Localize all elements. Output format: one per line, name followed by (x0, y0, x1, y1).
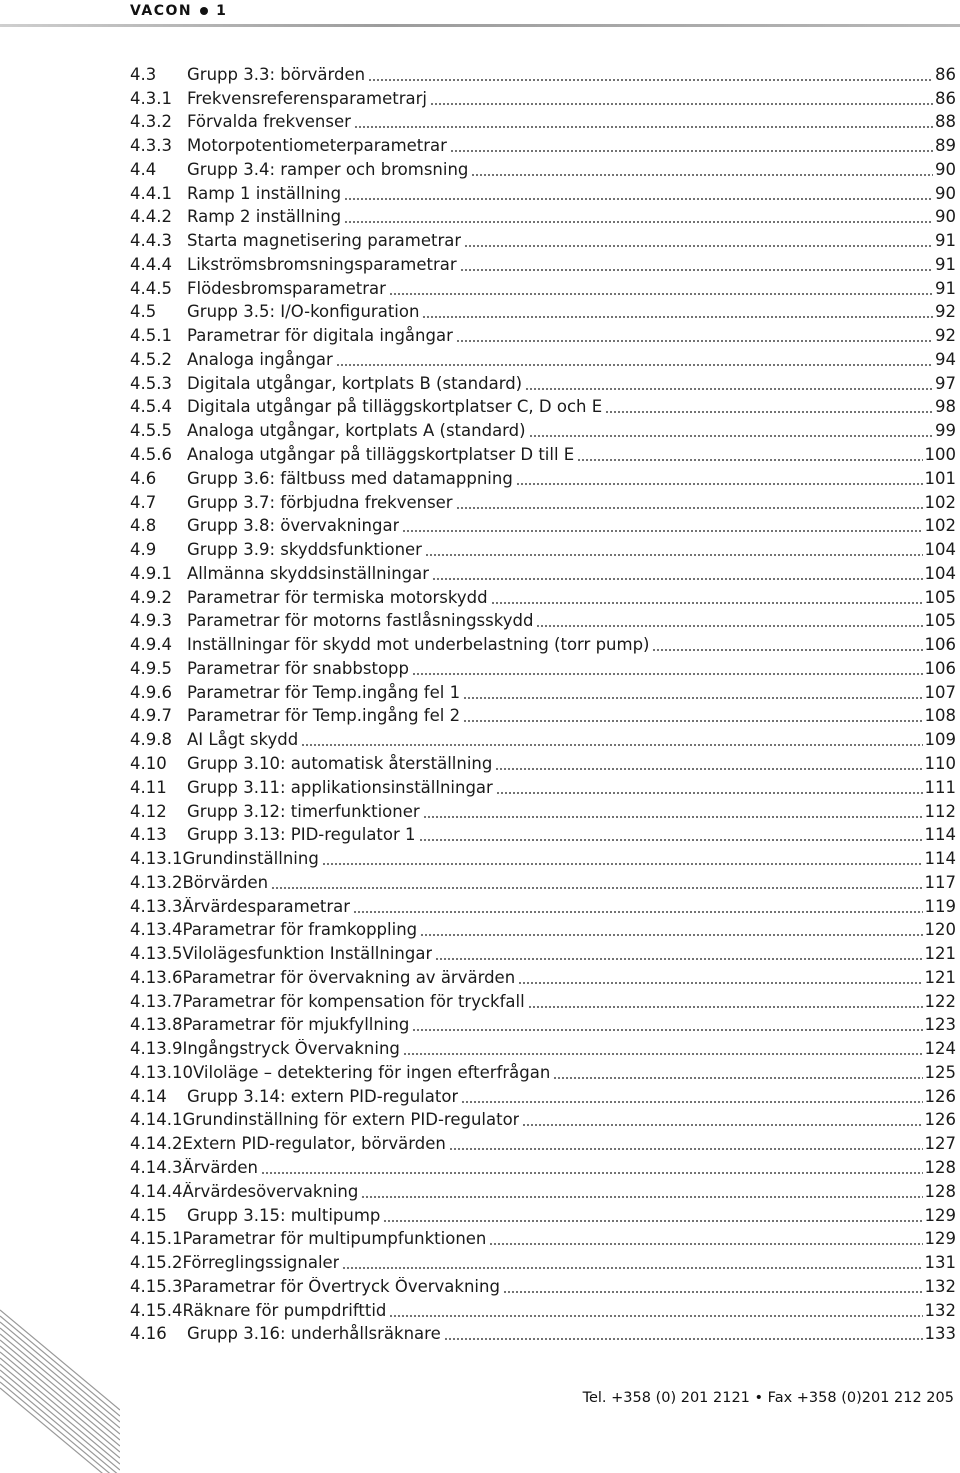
toc-entry-number: 4.5.6 (130, 445, 172, 465)
toc-entry-title: Analoga utgångar på tilläggskortplatser D till E (187, 445, 575, 465)
toc-entry-page: 89 (935, 136, 956, 156)
toc-entry[interactable] (130, 964, 956, 988)
dot-leader (425, 554, 923, 556)
dot-leader (464, 245, 933, 247)
dot-leader (368, 79, 933, 81)
toc-entry-number: 4.15.4 (130, 1300, 183, 1320)
toc-entry-title: Grupp 3.16: underhållsräknare (187, 1324, 441, 1344)
toc-entry-title: Starta magnetisering parametrar (187, 231, 462, 251)
dot-leader (432, 578, 922, 580)
toc-entry-number: 4.4.4 (130, 254, 172, 274)
toc-entry-page: 124 (924, 1039, 956, 1059)
dot-leader (419, 839, 923, 841)
toc-entry-title: Parametrar för övervakning av ärvärden (182, 967, 516, 987)
toc-entry[interactable] (130, 394, 956, 418)
toc-entry-page: 114 (924, 825, 956, 845)
toc-entry-title: Börvärden (182, 872, 269, 892)
toc-entry[interactable] (130, 1321, 956, 1345)
dot-leader (322, 863, 923, 865)
dot-leader (444, 1338, 923, 1340)
toc-entry-number: 4.13 (130, 825, 167, 845)
toc-entry-title: Grupp 3.13: PID-regulator 1 (187, 825, 416, 845)
toc-entry-number: 4.6 (130, 468, 157, 488)
toc-entry[interactable] (130, 1059, 956, 1083)
toc-entry[interactable] (130, 679, 956, 703)
toc-entry-page: 132 (924, 1276, 956, 1296)
toc-entry-page: 102 (924, 492, 956, 512)
dot-leader (518, 982, 922, 984)
toc-entry-page: 129 (924, 1229, 956, 1249)
toc-entry[interactable] (130, 1107, 956, 1131)
toc-entry-title: Ramp 1 inställning (187, 183, 342, 203)
toc-entry[interactable] (130, 750, 956, 774)
toc-entry[interactable] (130, 608, 956, 632)
toc-entry-title: Grupp 3.4: ramper och bromsning (187, 159, 469, 179)
toc-entry-number: 4.13.1 (130, 849, 183, 869)
toc-entry-page: 94 (935, 349, 956, 369)
toc-entry-number: 4.4.3 (130, 231, 172, 251)
toc-entry[interactable] (130, 655, 956, 679)
toc-entry-page: 111 (924, 777, 956, 797)
toc-entry-title: Digitala utgångar, kortplats B (standard) (187, 373, 523, 393)
toc-entry-number: 4.9.3 (130, 611, 172, 631)
toc-entry-number: 4.3.3 (130, 136, 172, 156)
toc-entry-title: Parametrar för Övertryck Övervakning (182, 1276, 500, 1296)
toc-entry[interactable] (130, 299, 956, 323)
toc-entry[interactable] (130, 1202, 956, 1226)
toc-entry[interactable] (130, 893, 956, 917)
toc-entry-number: 4.5.3 (130, 373, 172, 393)
toc-entry-number: 4.14.3 (130, 1157, 183, 1177)
toc-entry-page: 92 (935, 326, 956, 346)
dot-leader (463, 697, 922, 699)
toc-entry-number: 4.4.1 (130, 183, 172, 203)
toc-entry-page: 121 (924, 967, 956, 987)
toc-entry-page: 92 (935, 302, 956, 322)
toc-entry[interactable] (130, 798, 956, 822)
toc-entry-title: Parametrar för Temp.ingång fel 2 (187, 706, 461, 726)
toc-entry-page: 101 (924, 468, 956, 488)
dot-leader (336, 364, 933, 366)
toc-entry[interactable] (130, 180, 956, 204)
toc-entry[interactable] (130, 465, 956, 489)
dot-leader (435, 958, 922, 960)
toc-entry-page: 126 (924, 1110, 956, 1130)
toc-entry-number: 4.11 (130, 777, 167, 797)
toc-entry-number: 4.9.4 (130, 635, 172, 655)
toc-entry-page: 102 (924, 516, 956, 536)
dot-leader (412, 673, 923, 675)
toc-entry-page: 123 (924, 1015, 956, 1035)
toc-entry-page: 112 (924, 801, 956, 821)
toc-entry-page: 97 (935, 373, 956, 393)
toc-entry-number: 4.13.4 (130, 920, 183, 940)
toc-entry[interactable] (130, 370, 956, 394)
dot-leader (342, 1267, 922, 1269)
toc-entry-number: 4.3 (130, 64, 157, 84)
dot-leader (461, 1101, 922, 1103)
toc-entry-number: 4.13.2 (130, 872, 183, 892)
toc-entry-title: Grupp 3.11: applikationsinställningar (187, 777, 493, 797)
dot-leader (456, 507, 923, 509)
toc-entry-number: 4.13.8 (130, 1015, 183, 1035)
toc-entry-number: 4.9.1 (130, 563, 172, 583)
toc-entry-page: 132 (924, 1300, 956, 1320)
dot-leader (516, 483, 923, 485)
brand-logo (130, 3, 227, 19)
toc-entry[interactable] (130, 109, 956, 133)
toc-entry-title: Grupp 3.8: övervakningar (187, 516, 400, 536)
dot-leader (525, 388, 933, 390)
dot-leader (383, 1220, 922, 1222)
toc-entry-page: 110 (924, 753, 956, 773)
toc-entry-number: 4.9 (130, 540, 157, 560)
toc-entry-page: 117 (924, 872, 956, 892)
brand-name: VACON (130, 3, 193, 19)
toc-entry-page: 114 (924, 849, 956, 869)
toc-entry[interactable] (130, 1035, 956, 1059)
toc-entry-title: AI Lågt skydd (187, 730, 299, 750)
toc-entry-page: 90 (935, 207, 956, 227)
toc-entry-number: 4.5.2 (130, 349, 172, 369)
toc-entry[interactable] (130, 1178, 956, 1202)
bullet-icon (200, 7, 208, 15)
toc-entry-number: 4.13.10 (130, 1062, 193, 1082)
dot-leader (402, 530, 922, 532)
toc-entry-title: Digitala utgångar på tilläggskortplatser C, D och E (187, 397, 603, 417)
toc-entry-number: 4.9.8 (130, 730, 172, 750)
dot-leader (354, 126, 933, 128)
dot-leader (652, 649, 922, 651)
toc-entry-number: 4.15.3 (130, 1276, 183, 1296)
toc-entry-number: 4.3.1 (130, 88, 172, 108)
toc-entry-number: 4.15 (130, 1205, 167, 1225)
dot-leader (528, 1006, 923, 1008)
toc-entry-title: Parametrar för digitala ingångar (187, 326, 453, 346)
toc-entry-number: 4.15.2 (130, 1253, 183, 1273)
toc-entry[interactable] (130, 631, 956, 655)
dot-leader (577, 459, 922, 461)
toc-entry[interactable] (130, 845, 956, 869)
toc-entry-page: 90 (935, 159, 956, 179)
toc-entry-number: 4.14.4 (130, 1181, 183, 1201)
toc-entry[interactable] (130, 584, 956, 608)
dot-leader (449, 1148, 923, 1150)
toc-entry-number: 4.9.7 (130, 706, 172, 726)
dot-leader (522, 1124, 922, 1126)
toc-entry-number: 4.5.1 (130, 326, 172, 346)
toc-entry-page: 105 (924, 587, 956, 607)
dot-leader (456, 340, 933, 342)
toc-entry-title: Parametrar för framkoppling (182, 920, 418, 940)
toc-entry[interactable] (130, 85, 956, 109)
toc-entry-title: Analoga utgångar, kortplats A (standard) (187, 421, 526, 441)
toc-entry[interactable] (130, 1249, 956, 1273)
dot-leader (529, 435, 933, 437)
toc-entry-page: 127 (924, 1134, 956, 1154)
toc-entry-number: 4.7 (130, 492, 157, 512)
dot-leader (496, 792, 923, 794)
toc-entry-title: Ärvärdesövervakning (182, 1181, 359, 1201)
toc-entry[interactable] (130, 1083, 956, 1107)
toc-entry[interactable] (130, 441, 956, 465)
toc-entry[interactable] (130, 822, 956, 846)
dot-leader (471, 174, 933, 176)
toc-entry-number: 4.4 (130, 159, 157, 179)
toc-entry[interactable] (130, 1154, 956, 1178)
toc-entry-title: Grupp 3.5: I/O-konfiguration (187, 302, 420, 322)
dot-leader (420, 934, 922, 936)
header-rule (0, 24, 960, 27)
dot-leader (536, 625, 922, 627)
toc-entry-title: Förvalda frekvenser (187, 112, 351, 132)
toc-entry-page: 91 (935, 254, 956, 274)
dot-leader (361, 1196, 922, 1198)
toc-entry-title: Viloläge – detektering för ingen efterfrågan (192, 1062, 551, 1082)
dot-leader (503, 1291, 923, 1293)
dot-leader (271, 887, 922, 889)
toc-entry[interactable] (130, 869, 956, 893)
dot-leader (301, 744, 922, 746)
toc-entry-page: 107 (924, 682, 956, 702)
toc-entry-title: Parametrar för snabbstopp (187, 658, 409, 678)
toc-entry-page: 106 (924, 658, 956, 678)
toc-entry-number: 4.5.4 (130, 397, 172, 417)
toc-entry-number: 4.13.6 (130, 967, 183, 987)
dot-leader (450, 150, 933, 152)
table-of-contents (130, 61, 956, 1344)
toc-entry[interactable] (130, 1012, 956, 1036)
toc-entry[interactable] (130, 917, 956, 941)
toc-entry-number: 4.9.5 (130, 658, 172, 678)
toc-entry[interactable] (130, 417, 956, 441)
toc-entry[interactable] (130, 275, 956, 299)
toc-entry-page: 90 (935, 183, 956, 203)
toc-entry-title: Parametrar för multipumpfunktionen (182, 1229, 487, 1249)
toc-entry-page: 86 (935, 88, 956, 108)
toc-entry-title: Allmänna skyddsinställningar (187, 563, 430, 583)
toc-entry-number: 4.5.5 (130, 421, 172, 441)
toc-entry-title: Vilolägesfunktion Inställningar (182, 944, 433, 964)
toc-entry-number: 4.3.2 (130, 112, 172, 132)
dot-leader (495, 768, 922, 770)
toc-entry-page: 88 (935, 112, 956, 132)
toc-entry-title: Grupp 3.6: fältbuss med datamappning (187, 468, 513, 488)
toc-entry-title: Parametrar för mjukfyllning (182, 1015, 410, 1035)
dot-leader (460, 269, 933, 271)
toc-entry-title: Grupp 3.3: börvärden (187, 64, 366, 84)
toc-entry[interactable] (130, 513, 956, 537)
toc-entry-title: Parametrar för Temp.ingång fel 1 (187, 682, 461, 702)
toc-entry-number: 4.14.2 (130, 1134, 183, 1154)
toc-entry-title: Flödesbromsparametrar (187, 278, 386, 298)
page-header (0, 0, 960, 22)
toc-entry-number: 4.9.2 (130, 587, 172, 607)
toc-entry[interactable] (130, 204, 956, 228)
toc-entry-title: Frekvensreferensparametrarj (187, 88, 427, 108)
toc-entry[interactable] (130, 560, 956, 584)
toc-entry[interactable] (130, 1273, 956, 1297)
toc-entry-title: Ramp 2 inställning (187, 207, 342, 227)
dot-leader (463, 720, 922, 722)
toc-entry-title: Grundinställning för extern PID-regulator (182, 1110, 520, 1130)
toc-entry[interactable] (130, 132, 956, 156)
toc-entry[interactable] (130, 1226, 956, 1250)
toc-entry[interactable] (130, 703, 956, 727)
toc-entry[interactable] (130, 988, 956, 1012)
toc-entry-page: 104 (924, 540, 956, 560)
dot-leader (423, 816, 923, 818)
header-page-number: 1 (216, 3, 228, 19)
toc-entry-page: 126 (924, 1086, 956, 1106)
toc-entry-number: 4.10 (130, 753, 167, 773)
toc-entry[interactable] (130, 1130, 956, 1154)
toc-entry-number: 4.14 (130, 1086, 167, 1106)
toc-entry-number: 4.14.1 (130, 1110, 183, 1130)
dot-leader (422, 316, 933, 318)
toc-entry-page: 91 (935, 278, 956, 298)
toc-entry-number: 4.4.2 (130, 207, 172, 227)
toc-entry-page: 121 (924, 944, 956, 964)
toc-entry-title: Grupp 3.14: extern PID-regulator (187, 1086, 459, 1106)
toc-entry-number: 4.12 (130, 801, 167, 821)
toc-entry-page: 109 (924, 730, 956, 750)
dot-leader (389, 293, 933, 295)
toc-entry-number: 4.5 (130, 302, 157, 322)
toc-entry-page: 129 (924, 1205, 956, 1225)
toc-entry-number: 4.13.3 (130, 896, 183, 916)
toc-entry[interactable] (130, 61, 956, 85)
toc-entry-page: 133 (924, 1324, 956, 1344)
toc-entry-page: 122 (924, 991, 956, 1011)
toc-entry-page: 86 (935, 64, 956, 84)
toc-entry-title: Ärvärdesparametrar (182, 896, 350, 916)
dot-leader (344, 198, 933, 200)
toc-entry-page: 91 (935, 231, 956, 251)
toc-entry-title: Extern PID-regulator, börvärden (182, 1134, 446, 1154)
toc-entry-page: 98 (935, 397, 956, 417)
toc-entry-number: 4.15.1 (130, 1229, 183, 1249)
toc-entry-page: 120 (924, 920, 956, 940)
toc-entry-title: Grupp 3.15: multipump (187, 1205, 381, 1225)
toc-entry-page: 106 (924, 635, 956, 655)
toc-entry-page: 128 (924, 1157, 956, 1177)
toc-entry[interactable] (130, 536, 956, 560)
dot-leader (430, 103, 933, 105)
dot-leader (261, 1172, 922, 1174)
toc-entry-title: Ärvärden (182, 1157, 259, 1177)
toc-entry[interactable] (130, 940, 956, 964)
toc-entry-page: 100 (924, 445, 956, 465)
toc-entry[interactable] (130, 227, 956, 251)
toc-entry-title: Likströmsbromsningsparametrar (187, 254, 457, 274)
toc-entry-page: 108 (924, 706, 956, 726)
toc-entry-title: Parametrar för termiska motorskydd (187, 587, 488, 607)
toc-entry-number: 4.13.9 (130, 1039, 183, 1059)
toc-entry-number: 4.8 (130, 516, 157, 536)
toc-entry-number: 4.13.5 (130, 944, 183, 964)
toc-entry-page: 131 (924, 1253, 956, 1273)
toc-entry-title: Ingångstryck Övervakning (182, 1039, 400, 1059)
toc-entry-title: Grundinställning (182, 849, 319, 869)
toc-entry[interactable] (130, 726, 956, 750)
toc-entry-title: Analoga ingångar (187, 349, 333, 369)
toc-entry-number: 4.4.5 (130, 278, 172, 298)
footer-contact: Tel. +358 (0) 201 2121 • Fax +358 (0)201 212 205 (582, 1390, 954, 1406)
toc-entry-title: Grupp 3.7: förbjudna frekvenser (187, 492, 453, 512)
toc-entry[interactable] (130, 346, 956, 370)
toc-entry-title: Grupp 3.10: automatisk återställning (187, 753, 493, 773)
dot-leader (344, 221, 933, 223)
toc-entry-title: Räknare för pumpdrifttid (182, 1300, 387, 1320)
toc-entry-page: 119 (924, 896, 956, 916)
toc-entry-page: 128 (924, 1181, 956, 1201)
dot-leader (353, 911, 923, 913)
toc-entry[interactable] (130, 1297, 956, 1321)
toc-entry-page: 104 (924, 563, 956, 583)
toc-entry[interactable] (130, 774, 956, 798)
toc-entry-title: Motorpotentiometerparametrar (187, 136, 447, 156)
dot-leader (553, 1077, 922, 1079)
toc-entry-title: Parametrar för kompensation för tryckfall (182, 991, 525, 1011)
toc-entry-title: Grupp 3.12: timerfunktioner (187, 801, 420, 821)
dot-leader (605, 411, 933, 413)
dot-leader (412, 1029, 922, 1031)
toc-entry-page: 105 (924, 611, 956, 631)
toc-entry-number: 4.16 (130, 1324, 167, 1344)
corner-stripes-graphic (0, 1290, 120, 1473)
toc-entry-number: 4.13.7 (130, 991, 183, 1011)
dot-leader (489, 1243, 922, 1245)
toc-entry[interactable] (130, 322, 956, 346)
toc-entry[interactable] (130, 251, 956, 275)
toc-entry-title: Förreglingssignaler (182, 1253, 340, 1273)
dot-leader (491, 602, 923, 604)
dot-leader (403, 1053, 923, 1055)
toc-entry-page: 99 (935, 421, 956, 441)
toc-entry-title: Grupp 3.9: skyddsfunktioner (187, 540, 422, 560)
toc-entry-title: Inställningar för skydd mot underbelastning (torr pump) (187, 635, 650, 655)
toc-entry-title: Parametrar för motorns fastlåsningsskydd (187, 611, 534, 631)
dot-leader (389, 1315, 922, 1317)
toc-entry-number: 4.9.6 (130, 682, 172, 702)
toc-entry[interactable] (130, 489, 956, 513)
toc-entry-page: 125 (924, 1062, 956, 1082)
toc-entry[interactable] (130, 156, 956, 180)
